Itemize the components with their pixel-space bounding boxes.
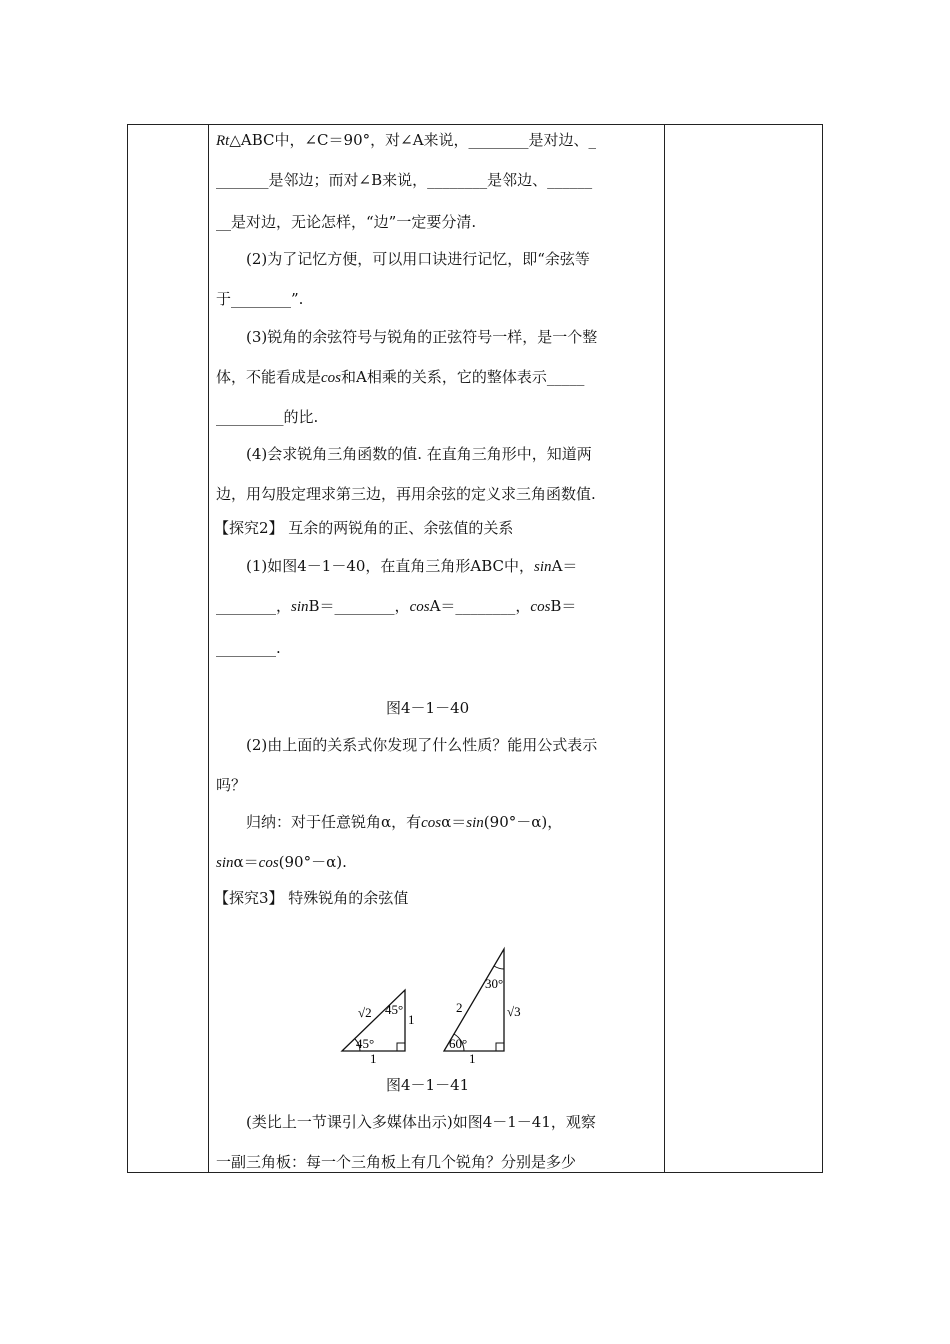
italic-term: cos (409, 599, 430, 615)
text-line (216, 630, 281, 666)
italic-term: cos (530, 599, 551, 615)
figure-caption-4-1-41 (386, 1067, 469, 1103)
text-line (246, 319, 597, 355)
text-line (216, 281, 303, 317)
text-run: 【探究3】 特殊锐角的余弦值 (214, 889, 409, 907)
section-heading (214, 510, 513, 546)
text-line (216, 1144, 576, 1180)
text-run: α＝ (233, 853, 259, 871)
side-label-right: √3 (507, 1004, 521, 1019)
right-angle-mark (397, 1043, 405, 1051)
text-run: 【探究2】 互余的两锐角的正、余弦值的关系 (214, 519, 514, 537)
right-angle-mark (496, 1043, 504, 1051)
italic-term: sin (534, 559, 552, 575)
text-run: 边，用勾股定理求第三边，再用余弦的定义求三角函数值. (216, 485, 596, 503)
column-divider-right (664, 125, 665, 1172)
text-line (216, 122, 596, 159)
italic-term: sin (291, 599, 309, 615)
italic-term: sin (216, 855, 234, 871)
text-run: (2)为了记忆方便，可以用口诀进行记忆，即“余弦等 (246, 250, 590, 268)
text-run: A＝________， (429, 597, 531, 615)
text-run: B＝ (550, 597, 577, 615)
text-run: 吗？ (216, 776, 247, 794)
text-run: _______是邻边；而对∠B来说，________是邻边、______ (216, 171, 593, 189)
text-line (216, 476, 596, 512)
text-line (246, 727, 597, 763)
text-line (246, 241, 590, 277)
text-run: A＝ (551, 557, 578, 575)
text-line (246, 804, 562, 841)
hypotenuse-label: √2 (358, 1005, 372, 1020)
text-run: B＝________， (308, 597, 410, 615)
triangle-figure-4-1-41 (336, 944, 536, 1064)
text-run: 归纳：对于任意锐角α，有 (246, 813, 422, 831)
text-line (246, 1104, 596, 1140)
text-line (246, 436, 592, 472)
text-line (216, 399, 318, 435)
text-run: 图4－1－41 (386, 1076, 470, 1094)
text-run: 和A相乘的关系，它的整体表示_____ (341, 368, 585, 386)
text-run: 体，不能看成是 (216, 368, 322, 386)
figure-caption-4-1-40 (386, 690, 469, 726)
side-label-bottom: 1 (469, 1051, 476, 1064)
side-label-right: 1 (408, 1012, 415, 1027)
section-heading (214, 880, 408, 916)
text-run: (90°－α)， (483, 813, 563, 831)
angle-label-bottom: 45° (356, 1036, 375, 1051)
italic-term: cos (421, 815, 442, 831)
italic-term: cos (321, 370, 342, 386)
text-run: __是对边，无论怎样，“边”一定要分清. (216, 213, 477, 231)
italic-term: sin (466, 815, 484, 831)
text-run: ________. (216, 639, 281, 657)
text-line (216, 767, 246, 803)
text-line (216, 204, 476, 240)
text-line (216, 162, 592, 198)
text-run: 一副三角板：每一个三角板上有几个锐角？分别是多少 (216, 1153, 577, 1171)
italic-term: Rt (216, 133, 230, 149)
text-run: (1)如图4－1－40，在直角三角形ABC中， (246, 557, 535, 575)
text-run: _________的比. (216, 408, 319, 426)
text-run: (4)会求锐角三角函数的值. 在直角三角形中，知道两 (246, 445, 592, 463)
text-run: (类比上一节课引入多媒体出示)如图4－1－41，观察 (246, 1113, 596, 1131)
side-label-bottom: 1 (370, 1051, 377, 1064)
column-divider-left (208, 125, 209, 1172)
hypotenuse-label: 2 (456, 1000, 463, 1015)
text-run: 图4－1－40 (386, 699, 470, 717)
text-run: α＝ (441, 813, 467, 831)
text-run: △ABC中，∠C＝90°，对∠A来说，________是对边、_ (229, 131, 597, 149)
italic-term: cos (258, 855, 279, 871)
angle-label-top: 30° (485, 976, 504, 991)
angle-label-bottom: 60° (449, 1036, 468, 1051)
angle-arc (494, 966, 504, 969)
text-line (246, 548, 577, 585)
text-run: (90°－α). (278, 853, 347, 871)
text-run: (3)锐角的余弦符号与锐角的正弦符号一样，是一个整 (246, 328, 598, 346)
text-line (216, 588, 576, 625)
text-line (216, 359, 584, 396)
text-run: (2)由上面的关系式你发现了什么性质？能用公式表示 (246, 736, 598, 754)
text-run: 于________”. (216, 290, 304, 308)
text-line (216, 844, 347, 881)
angle-label-top: 45° (385, 1002, 404, 1017)
text-run: ________， (216, 597, 292, 615)
